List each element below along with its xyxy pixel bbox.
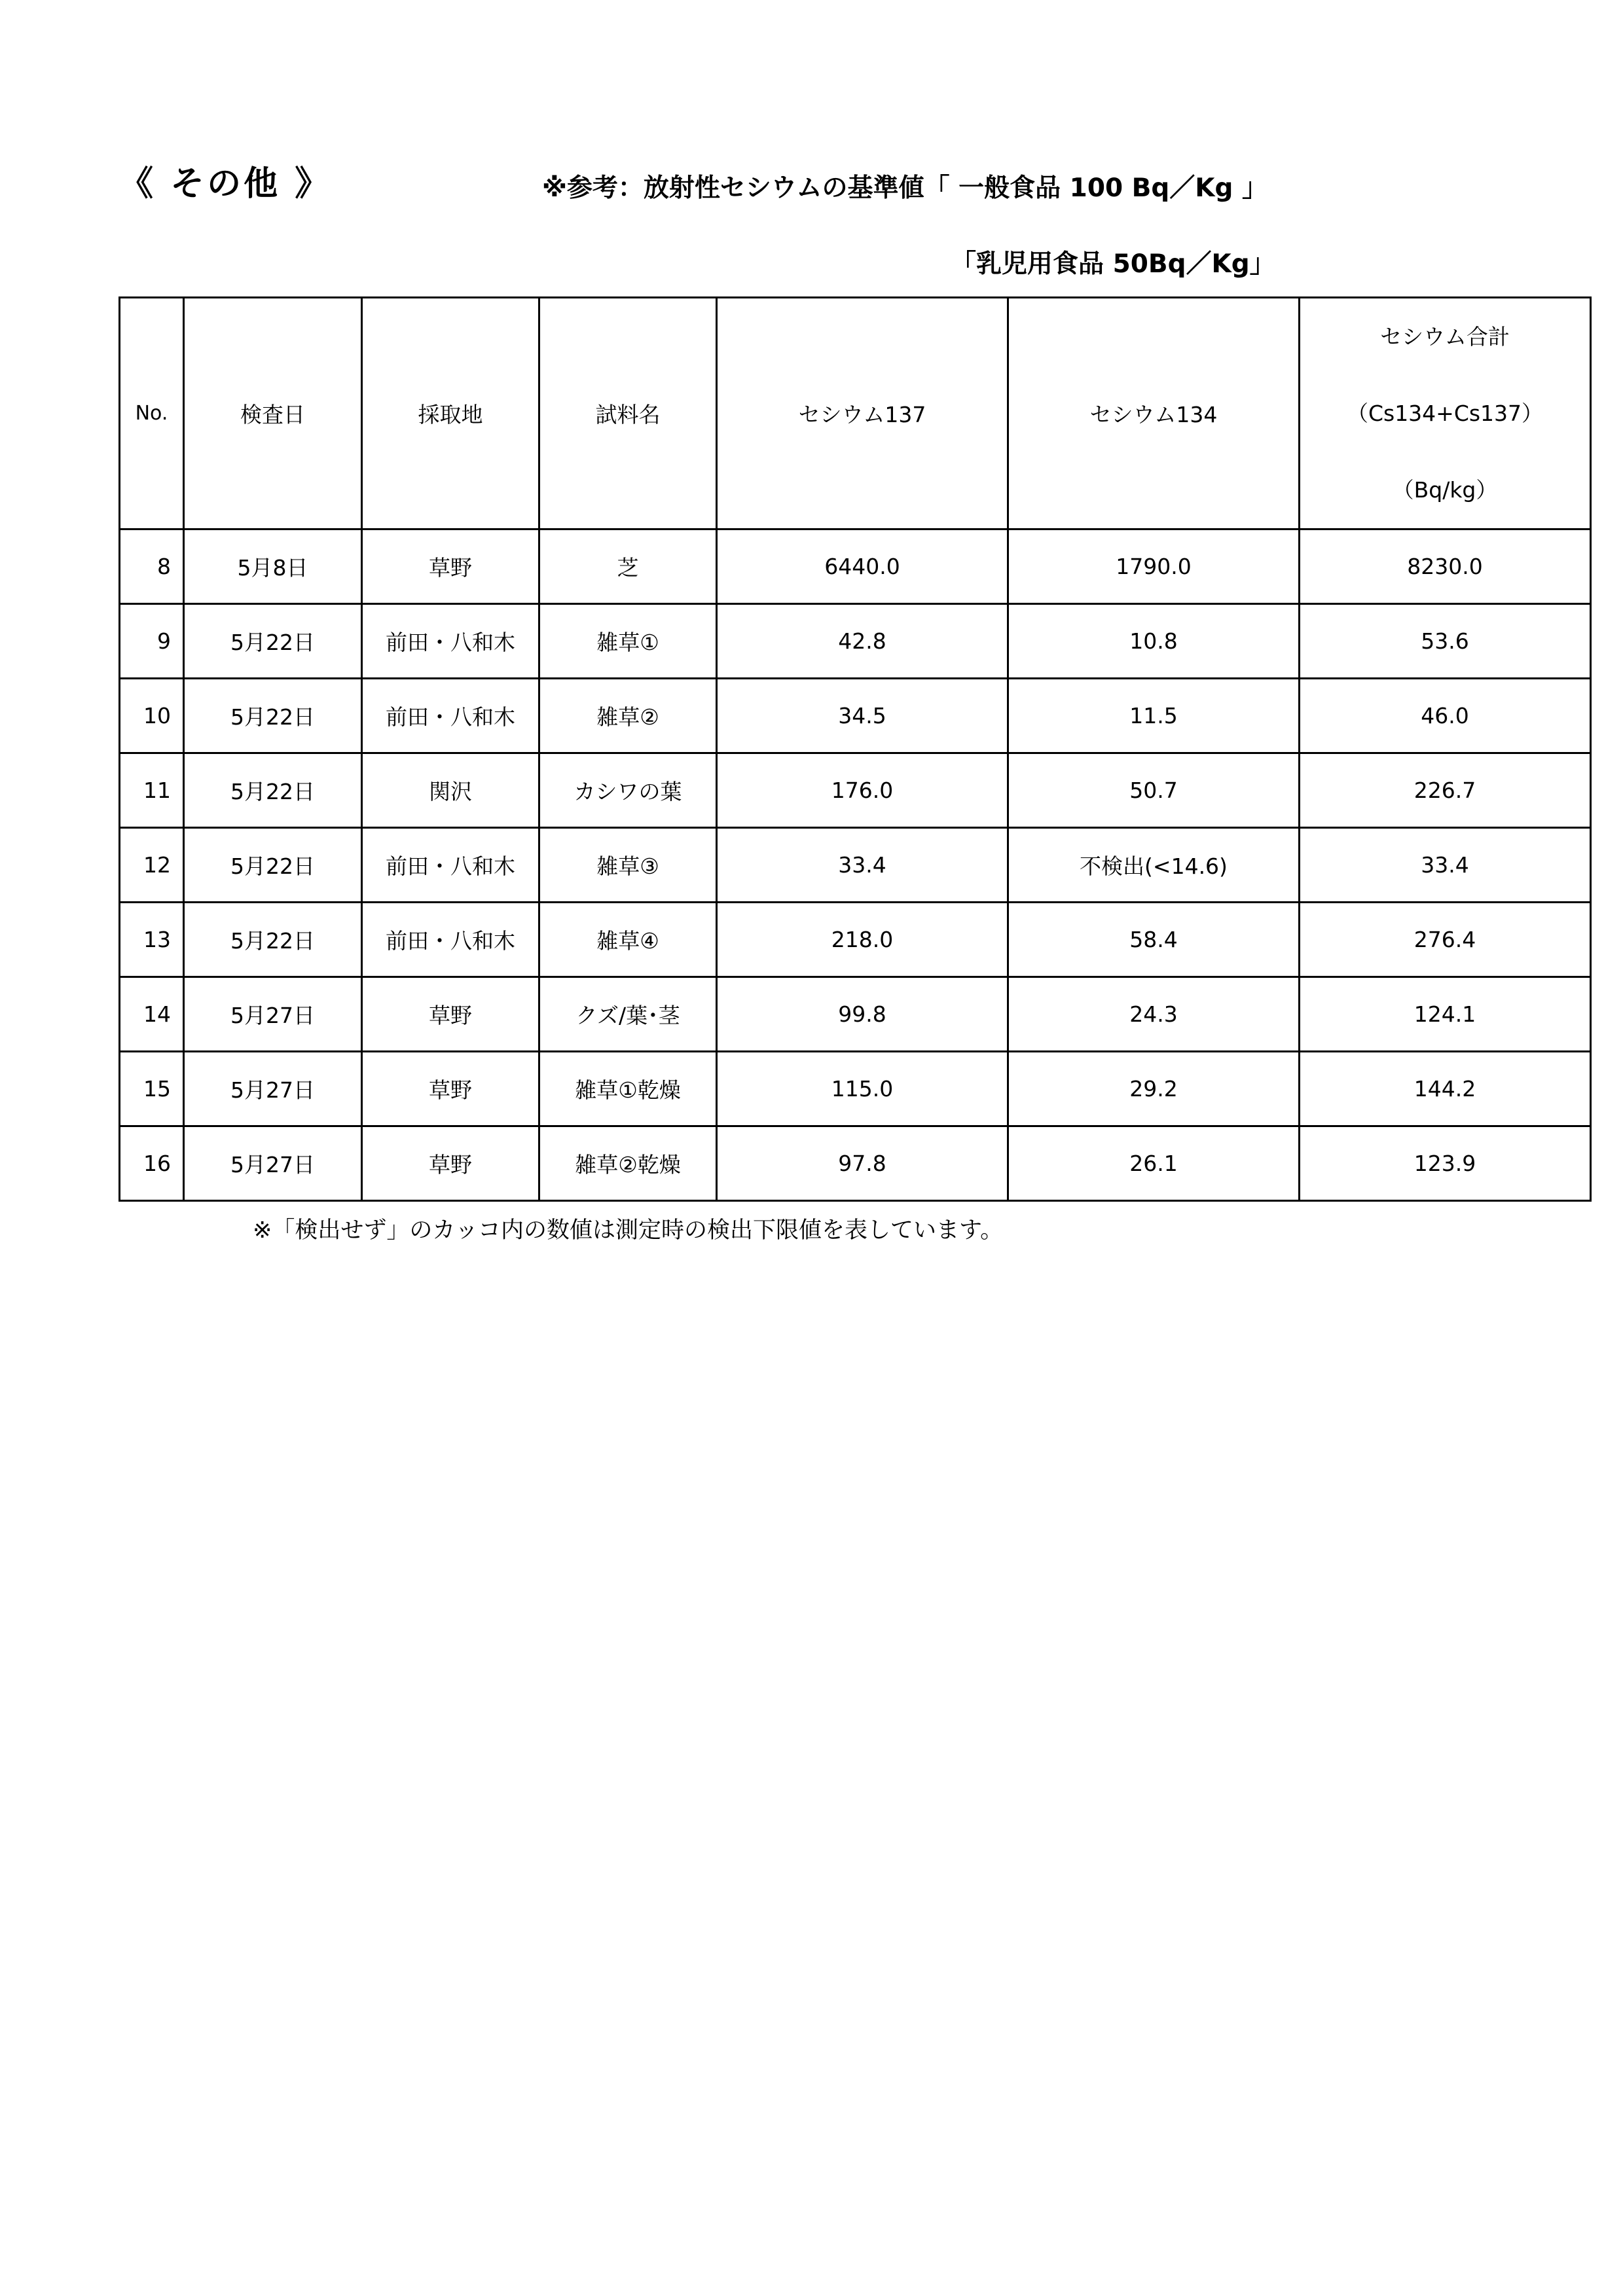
cell-cs134: 50.7: [1008, 753, 1300, 828]
cell-total: 46.0: [1300, 679, 1591, 753]
cell-cs137: 176.0: [717, 753, 1008, 828]
footnote: ※「検出せず」のカッコ内の数値は測定時の検出下限値を表しています。: [253, 1217, 1004, 1244]
table-row: [120, 977, 1591, 1052]
cell-sample: 雑草①: [539, 604, 717, 679]
cell-date: 5月27日: [184, 977, 362, 1052]
cell-no: 16: [120, 1126, 184, 1201]
cell-cs137: 33.4: [717, 828, 1008, 903]
cell-date: 5月27日: [184, 1052, 362, 1126]
table-row: [120, 903, 1591, 977]
cell-cs134: 26.1: [1008, 1126, 1300, 1201]
cell-total: 33.4: [1300, 828, 1591, 903]
cell-sample: 雑草①乾燥: [539, 1052, 717, 1126]
cell-location: 前田・八和木: [362, 604, 539, 679]
cell-location: 草野: [362, 1052, 539, 1126]
cell-cs137: 34.5: [717, 679, 1008, 753]
cell-sample: 雑草②: [539, 679, 717, 753]
cell-date: 5月22日: [184, 604, 362, 679]
cell-no: 11: [120, 753, 184, 828]
cell-sample: 雑草③: [539, 828, 717, 903]
cell-no: 8: [120, 529, 184, 604]
cell-cs137: 42.8: [717, 604, 1008, 679]
cell-cs134: 1790.0: [1008, 529, 1300, 604]
table-row: [120, 604, 1591, 679]
cell-total: 124.1: [1300, 977, 1591, 1052]
cell-date: 5月22日: [184, 828, 362, 903]
cell-cs137: 218.0: [717, 903, 1008, 977]
cell-location: 草野: [362, 1126, 539, 1201]
cell-total: 276.4: [1300, 903, 1591, 977]
header-cs137: セシウム137: [717, 298, 1008, 529]
cell-no: 13: [120, 903, 184, 977]
cell-no: 15: [120, 1052, 184, 1126]
cell-total: 8230.0: [1300, 529, 1591, 604]
cell-total: 226.7: [1300, 753, 1591, 828]
cell-no: 12: [120, 828, 184, 903]
table-row: [120, 1126, 1591, 1201]
cell-no: 10: [120, 679, 184, 753]
cell-cs134: 29.2: [1008, 1052, 1300, 1126]
header-no: No.: [120, 298, 184, 529]
cell-cs137: 97.8: [717, 1126, 1008, 1201]
cell-sample: クズ/葉･茎: [539, 977, 717, 1052]
cell-location: 前田・八和木: [362, 828, 539, 903]
table-row: [120, 753, 1591, 828]
cell-cs137: 99.8: [717, 977, 1008, 1052]
cell-sample: カシワの葉: [539, 753, 717, 828]
cell-cs134: 24.3: [1008, 977, 1300, 1052]
cell-sample: 芝: [539, 529, 717, 604]
cell-cs137: 6440.0: [717, 529, 1008, 604]
cell-location: 前田・八和木: [362, 679, 539, 753]
header-cs134: セシウム134: [1008, 298, 1300, 529]
reference-standard-infant: 「乳児用食品 50Bq／Kg」: [951, 249, 1275, 279]
cell-date: 5月22日: [184, 753, 362, 828]
header-total: [1300, 298, 1591, 529]
header-total-line1: セシウム合計: [1380, 324, 1510, 350]
cell-cs134: 11.5: [1008, 679, 1300, 753]
cell-cs134: 不検出(<14.6): [1008, 828, 1300, 903]
cell-total: 123.9: [1300, 1126, 1591, 1201]
cell-cs137: 115.0: [717, 1052, 1008, 1126]
reference-standard-general: ※参考：放射性セシウムの基準値「 一般食品 100 Bq／Kg 」: [542, 173, 1268, 203]
table-row: [120, 1052, 1591, 1126]
header-total-line3: （Bq/kg）: [1392, 477, 1498, 503]
header-sample: 試料名: [539, 298, 717, 529]
cell-date: 5月8日: [184, 529, 362, 604]
cell-total: 144.2: [1300, 1052, 1591, 1126]
table-header-row: [120, 298, 1591, 529]
table-row: [120, 529, 1591, 604]
header-date: 検査日: [184, 298, 362, 529]
table-row: [120, 679, 1591, 753]
cell-sample: 雑草④: [539, 903, 717, 977]
header-location: 採取地: [362, 298, 539, 529]
cell-location: 前田・八和木: [362, 903, 539, 977]
cell-date: 5月22日: [184, 679, 362, 753]
cell-sample: 雑草②乾燥: [539, 1126, 717, 1201]
header-total-line2: （Cs134+Cs137）: [1346, 401, 1544, 426]
cell-total: 53.6: [1300, 604, 1591, 679]
table-row: [120, 828, 1591, 903]
cell-location: 草野: [362, 529, 539, 604]
cell-no: 14: [120, 977, 184, 1052]
cell-no: 9: [120, 604, 184, 679]
cesium-results-table: [119, 296, 1592, 1202]
cell-location: 草野: [362, 977, 539, 1052]
section-title: 《 その他 》: [119, 164, 332, 204]
cell-date: 5月27日: [184, 1126, 362, 1201]
cell-location: 関沢: [362, 753, 539, 828]
cell-cs134: 10.8: [1008, 604, 1300, 679]
cell-cs134: 58.4: [1008, 903, 1300, 977]
cell-date: 5月22日: [184, 903, 362, 977]
